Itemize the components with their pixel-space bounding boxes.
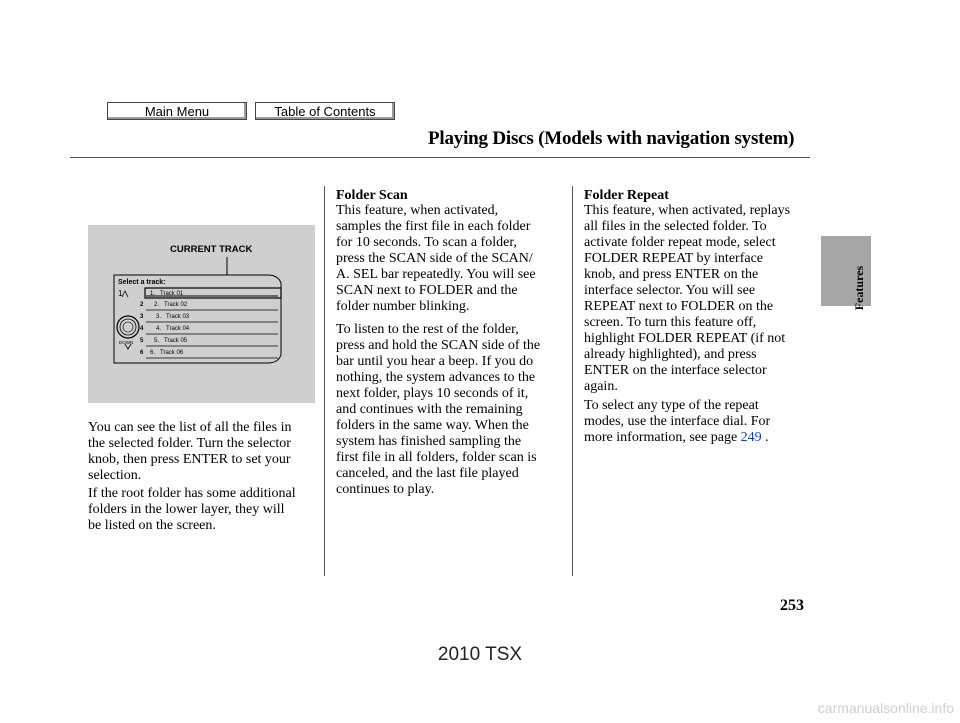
track-number: 4. bbox=[156, 326, 162, 332]
table-of-contents-button[interactable]: Table of Contents bbox=[255, 102, 395, 120]
left-paragraph-2: If the root folder has some additional folders in the lower layer, they will be listed on the screen. bbox=[88, 486, 296, 533]
folder-repeat-paragraph-1: This feature, when activated, replays all files in the selected folder. To activate folder repeat mode, select FOLDER REPEAT by interface knob, and press ENTER on the interface selector. You will see REPEAT next to FOLDER on the screen. To turn this feature off, highlight FOLDER REPEAT (if not already highlighted), and press ENTER on the interface selector again. bbox=[584, 203, 791, 394]
side-key: 2 bbox=[140, 302, 144, 308]
folder-repeat-heading: Folder Repeat bbox=[584, 188, 669, 203]
track-item: Track 04 bbox=[166, 326, 190, 332]
side-key: 5 bbox=[140, 338, 144, 344]
page-number: 253 bbox=[780, 597, 804, 614]
track-item: Track 01 bbox=[160, 291, 184, 297]
side-key: 3 bbox=[140, 314, 144, 320]
track-number: 6. bbox=[150, 350, 156, 356]
track-number: 5. bbox=[154, 338, 160, 344]
folder-repeat-paragraph-2: To select any type of the repeat modes, use the interface dial. For more information, see page 249 . bbox=[584, 398, 771, 445]
track-item: Track 05 bbox=[164, 338, 188, 344]
track-item: Track 03 bbox=[166, 314, 190, 320]
track-item: Track 02 bbox=[164, 302, 188, 308]
display-figure bbox=[88, 225, 315, 403]
side-key: 6 bbox=[140, 350, 144, 356]
page-title: Playing Discs (Models with navigation system) bbox=[428, 128, 795, 149]
side-key: 1 bbox=[118, 289, 123, 298]
track-number: 1. bbox=[150, 291, 156, 297]
track-number: 2. bbox=[154, 302, 160, 308]
section-label: Features bbox=[852, 265, 866, 311]
track-number: 3. bbox=[156, 314, 162, 320]
page-249-link[interactable]: 249 bbox=[740, 430, 762, 445]
folder-scan-heading: Folder Scan bbox=[336, 188, 408, 203]
screen-title: Select a track: bbox=[118, 279, 166, 286]
folder-scan-paragraph-2: To listen to the rest of the folder, press and hold the SCAN side of the bar until you hear a beep. If you do nothing, the system advances to the next folder, plays 10 seconds of it, and continues with the remaining folders in the same way. When the system has finished sampling the first file in all folders, folder scan is canceled, and the last file played continues to play. bbox=[336, 322, 541, 497]
watermark: carmanualsonline.info bbox=[817, 700, 954, 716]
track-item: Track 06 bbox=[160, 350, 184, 356]
column-divider-left bbox=[324, 186, 325, 576]
footer-model: 2010 TSX bbox=[437, 644, 523, 665]
side-key: 4 bbox=[140, 326, 144, 332]
main-menu-button[interactable]: Main Menu bbox=[107, 102, 247, 120]
screen-illustration bbox=[88, 225, 315, 403]
figure-callout-label: CURRENT TRACK bbox=[170, 244, 253, 255]
header-divider bbox=[70, 157, 810, 158]
down-label: DOWN bbox=[119, 340, 134, 345]
column-divider-right bbox=[572, 186, 573, 576]
left-paragraph-1: You can see the list of all the files in the selected folder. Turn the selector knob, then press ENTER to set your selection. bbox=[88, 420, 292, 483]
folder-scan-paragraph-1: This feature, when activated, samples the first file in each folder for 10 seconds. To scan a folder, press the SCAN side of the SCAN/ A. SEL bar repeatedly. You will see SCAN next to FOLDER and the folder number blinking. bbox=[336, 203, 536, 314]
